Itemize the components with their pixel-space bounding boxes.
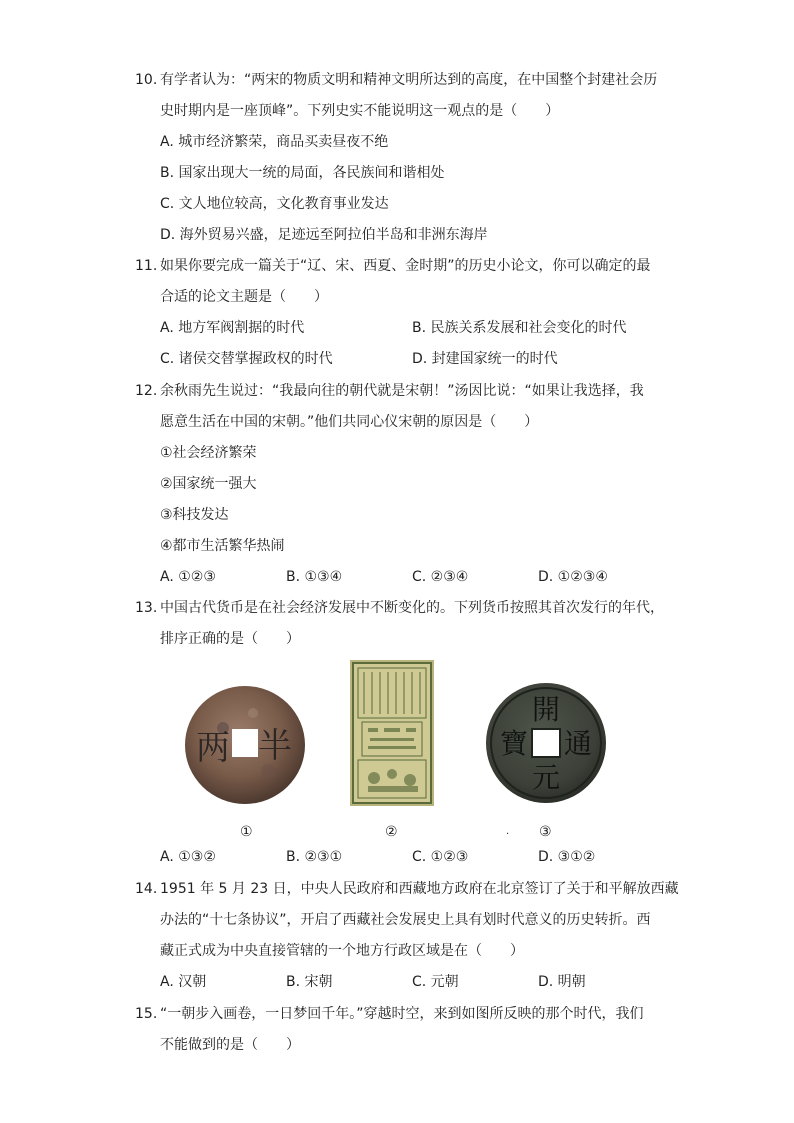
q12-stem-line1: 余秋雨先生说过：“我最向往的朝代就是宋朝！”汤因比说：“如果让我选择，我 <box>160 383 644 399</box>
q14-number: 14. <box>135 881 158 897</box>
coin1-char-ban: 半 <box>258 726 292 766</box>
q11-stem-line2: 合适的论文主题是（ ） <box>160 289 328 305</box>
q10-option-d[interactable]: D. 海外贸易兴盛，足迹远至阿拉伯半岛和非洲东海岸 <box>160 227 488 243</box>
q12-item-2: ②国家统一强大 <box>160 476 257 492</box>
q12-option-d[interactable]: D. ①②③④ <box>538 569 608 585</box>
q10-number: 10. <box>135 72 158 88</box>
q12-stem-line2: 愿意生活在中国的宋朝。”他们共同心仪宋朝的原因是（ ） <box>160 414 539 430</box>
kaiyuan-tongbao-coin-image <box>484 681 608 805</box>
q14-option-a[interactable]: A. 汉朝 <box>160 974 207 990</box>
q12-number: 12. <box>135 383 158 399</box>
q15-stem-line1: “一朝步入画卷，一日梦回千年。”穿越时空，来到如图所反映的那个时代，我们 <box>160 1006 644 1022</box>
q12-option-c[interactable]: C. ②③④ <box>412 569 469 585</box>
coin3-char-yuan: 元 <box>531 761 561 794</box>
q13-option-b[interactable]: B. ②③① <box>286 849 343 865</box>
q13-stem-line1: 中国古代货币是在社会经济发展中不断变化的。下列货币按照其首次发行的年代， <box>160 600 664 616</box>
q13-caption-1: ① <box>240 824 253 840</box>
coin3-char-kai: 開 <box>531 693 561 726</box>
q12-item-1: ①社会经济繁荣 <box>160 445 257 461</box>
paper-money-image <box>350 660 434 806</box>
q14-stem-line1: 1951 年 5 月 23 日，中央人民政府和西藏地方政府在北京签订了关于和平解放西藏 <box>160 881 679 897</box>
q12-item-3: ③科技发达 <box>160 507 229 523</box>
q13-caption-dot: . <box>506 826 510 837</box>
q10-option-b[interactable]: B. 国家出现大一统的局面，各民族间和谐相处 <box>160 165 445 181</box>
q10-option-c[interactable]: C. 文人地位较高，文化教育事业发达 <box>160 196 389 212</box>
q10-stem-line1: 有学者认为：“两宋的物质文明和精神文明所达到的高度，在中国整个封建社会历 <box>160 72 658 88</box>
q14-option-d[interactable]: D. 明朝 <box>538 974 586 990</box>
q10-option-a[interactable]: A. 城市经济繁荣，商品买卖昼夜不绝 <box>160 134 389 150</box>
q13-caption-2: ② <box>385 824 398 840</box>
q11-option-a[interactable]: A. 地方军阀割据的时代 <box>160 320 305 336</box>
q14-stem-line2: 办法的“十七条协议”，开启了西藏社会发展史上具有划时代意义的历史转折。西 <box>160 912 651 928</box>
q13-option-c[interactable]: C. ①②③ <box>412 849 469 865</box>
q12-option-b[interactable]: B. ①③④ <box>286 569 343 585</box>
q14-stem-line3: 藏正式成为中央直接管辖的一个地方行政区域是在（ ） <box>160 943 524 959</box>
q13-option-a[interactable]: A. ①③② <box>160 849 216 865</box>
q13-stem-line2: 排序正确的是（ ） <box>160 631 300 647</box>
q11-option-d[interactable]: D. 封建国家统一的时代 <box>412 351 558 367</box>
q15-number: 15. <box>135 1006 158 1022</box>
q12-option-a[interactable]: A. ①②③ <box>160 569 216 585</box>
q15-stem-line2: 不能做到的是（ ） <box>160 1037 300 1053</box>
ban-liang-coin-image <box>183 683 308 808</box>
coin1-char-liang: 两 <box>196 728 230 768</box>
q11-stem-line1: 如果你要完成一篇关于“辽、宋、西夏、金时期”的历史小论文，你可以确定的最 <box>160 258 651 274</box>
q10-stem-line2: 史时期内是一座顶峰”。下列史实不能说明这一观点的是（ ） <box>160 103 560 119</box>
q13-number: 13. <box>135 600 158 616</box>
coin3-char-tong: 通 <box>563 727 593 760</box>
q13-option-d[interactable]: D. ③①② <box>538 849 596 865</box>
q14-option-b[interactable]: B. 宋朝 <box>286 974 333 990</box>
q13-caption-3: ③ <box>539 824 552 840</box>
q11-option-c[interactable]: C. 诸侯交替掌握政权的时代 <box>160 351 333 367</box>
coin3-char-bao: 寶 <box>499 727 529 760</box>
q11-number: 11. <box>135 258 158 274</box>
q11-option-b[interactable]: B. 民族关系发展和社会变化的时代 <box>412 320 627 336</box>
q12-item-4: ④都市生活繁华热闹 <box>160 538 285 554</box>
q14-option-c[interactable]: C. 元朝 <box>412 974 459 990</box>
